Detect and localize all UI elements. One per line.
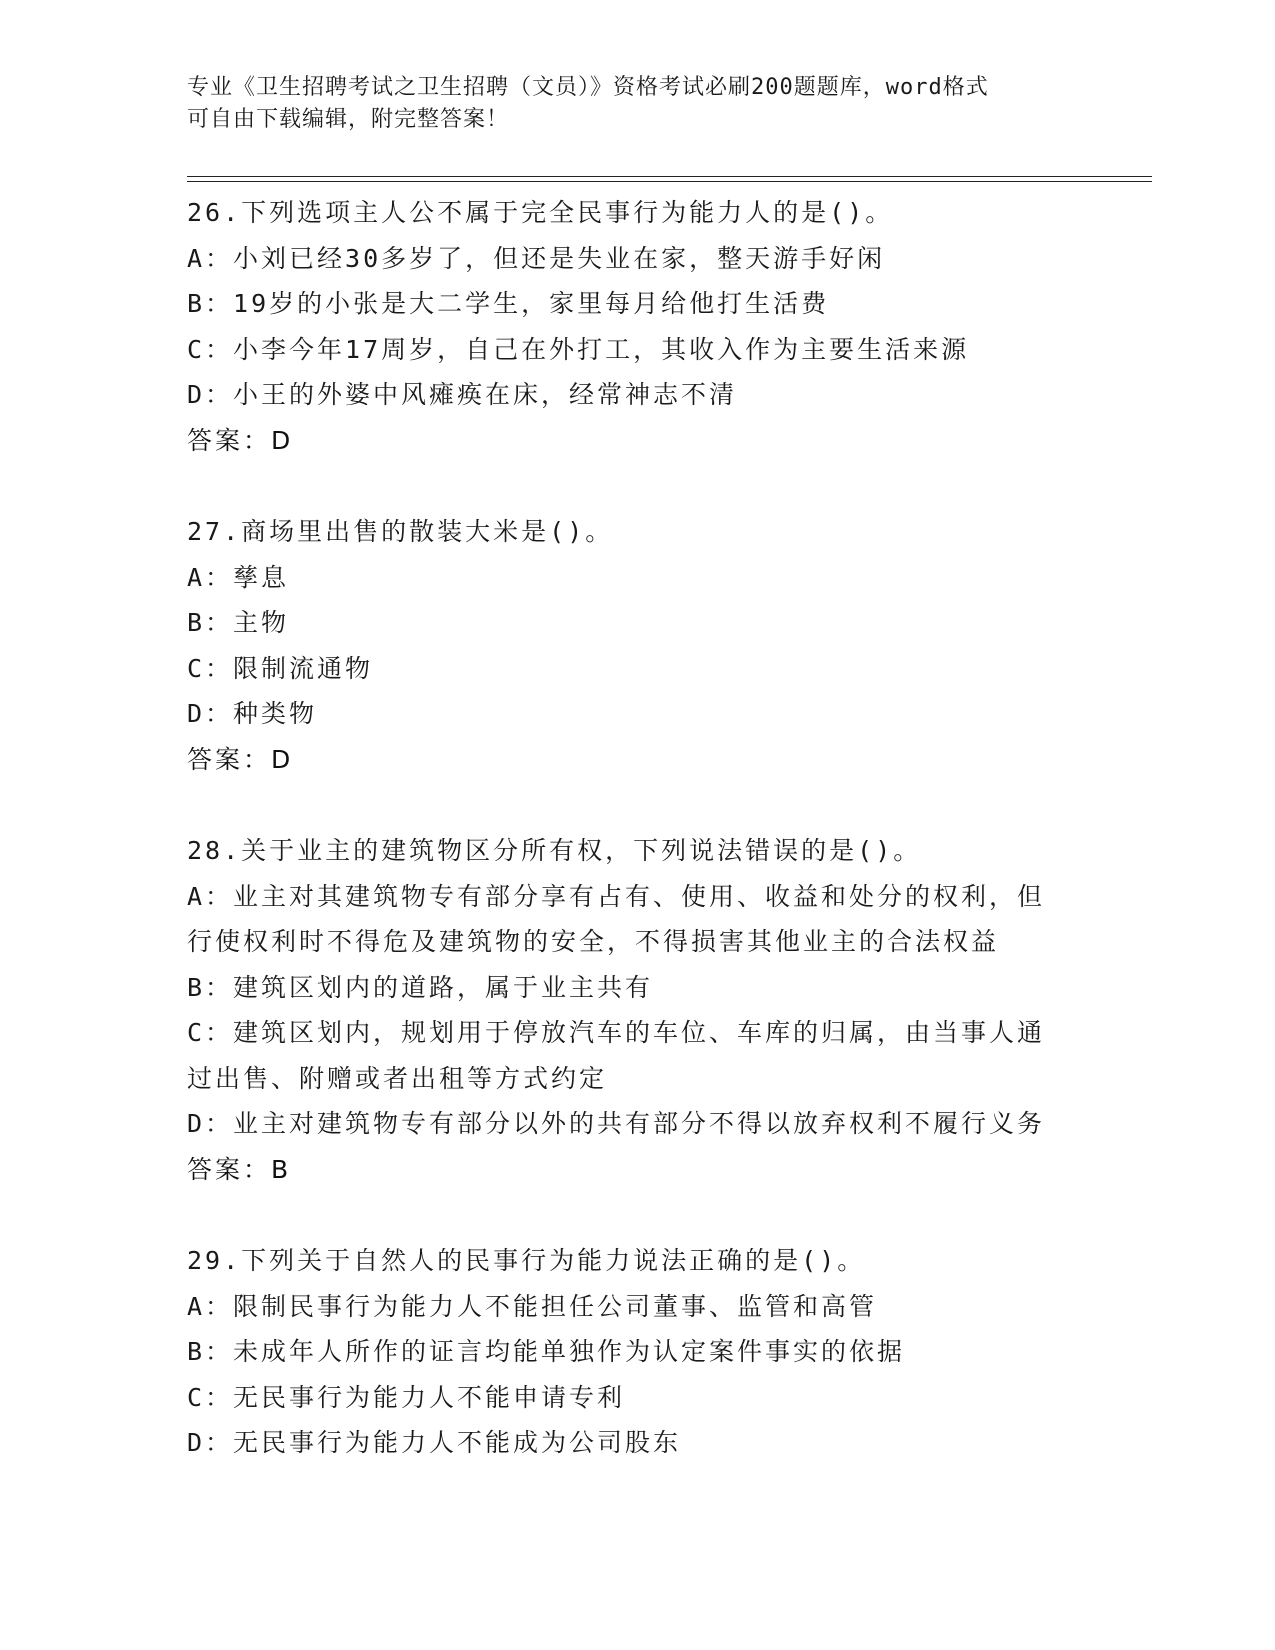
option-d: D：种类物 — [187, 699, 318, 728]
option-c: C：限制流通物 — [187, 653, 374, 683]
option-a: A：孳息 — [187, 562, 290, 592]
document-header — [187, 72, 1067, 136]
question-list — [187, 190, 1087, 1466]
option-c: C：建筑区划内，规划用于停放汽车的车位、车库的归属，由当事人通过出售、附赠或者出租等方式约定 — [187, 1018, 1046, 1093]
question-26 — [187, 190, 1087, 463]
option-a: A：业主对其建筑物专有部分享有占有、使用、收益和处分的权利，但行使权利时不得危及建筑物的安全，不得损害其他业主的合法权益 — [187, 881, 1046, 956]
answer-value: B — [271, 1154, 290, 1184]
question-29 — [187, 1238, 1087, 1466]
answer-label: 答案： — [187, 1154, 272, 1184]
option-b: B：建筑区划内的道路，属于业主共有 — [187, 972, 654, 1002]
option-d: D：小王的外婆中风瘫痪在床，经常神志不清 — [187, 380, 738, 409]
option-d: D：无民事行为能力人不能成为公司股东 — [187, 1428, 682, 1457]
option-b: B：主物 — [187, 608, 290, 637]
header-line-1: 专业《卫生招聘考试之卫生招聘（文员）》资格考试必刷200题题库，word格式 — [187, 75, 989, 100]
question-stem: 28.关于业主的建筑物区分所有权，下列说法错误的是()。 — [187, 836, 922, 865]
answer-label: 答案： — [187, 425, 272, 455]
option-c: C：无民事行为能力人不能申请专利 — [187, 1382, 626, 1412]
answer-line — [187, 1147, 1087, 1193]
option-c: C：小李今年17周岁，自己在外打工，其收入作为主要生活来源 — [187, 334, 970, 364]
question-28 — [187, 828, 1087, 1192]
header-line-2: 可自由下载编辑，附完整答案！ — [187, 107, 510, 132]
answer-value: D — [271, 425, 292, 455]
question-stem: 29.下列关于自然人的民事行为能力说法正确的是()。 — [187, 1246, 866, 1275]
answer-value: D — [271, 744, 292, 774]
header-divider-top — [187, 176, 1152, 177]
option-a: A：限制民事行为能力人不能担任公司董事、监管和高管 — [187, 1291, 878, 1321]
answer-line — [187, 737, 1087, 783]
option-b: B：未成年人所作的证言均能单独作为认定案件事实的依据 — [187, 1337, 906, 1366]
option-a: A：小刘已经30多岁了，但还是失业在家，整天游手好闲 — [187, 243, 886, 273]
question-stem: 26.下列选项主人公不属于完全民事行为能力人的是()。 — [187, 198, 894, 227]
answer-line — [187, 418, 1087, 464]
question-stem: 27.商场里出售的散装大米是()。 — [187, 517, 614, 546]
header-divider-bottom — [187, 181, 1152, 182]
question-27 — [187, 509, 1087, 782]
answer-label: 答案： — [187, 744, 272, 774]
option-d: D：业主对建筑物专有部分以外的共有部分不得以放弃权利不履行义务 — [187, 1109, 1046, 1138]
option-b: B：19岁的小张是大二学生，家里每月给他打生活费 — [187, 289, 830, 318]
